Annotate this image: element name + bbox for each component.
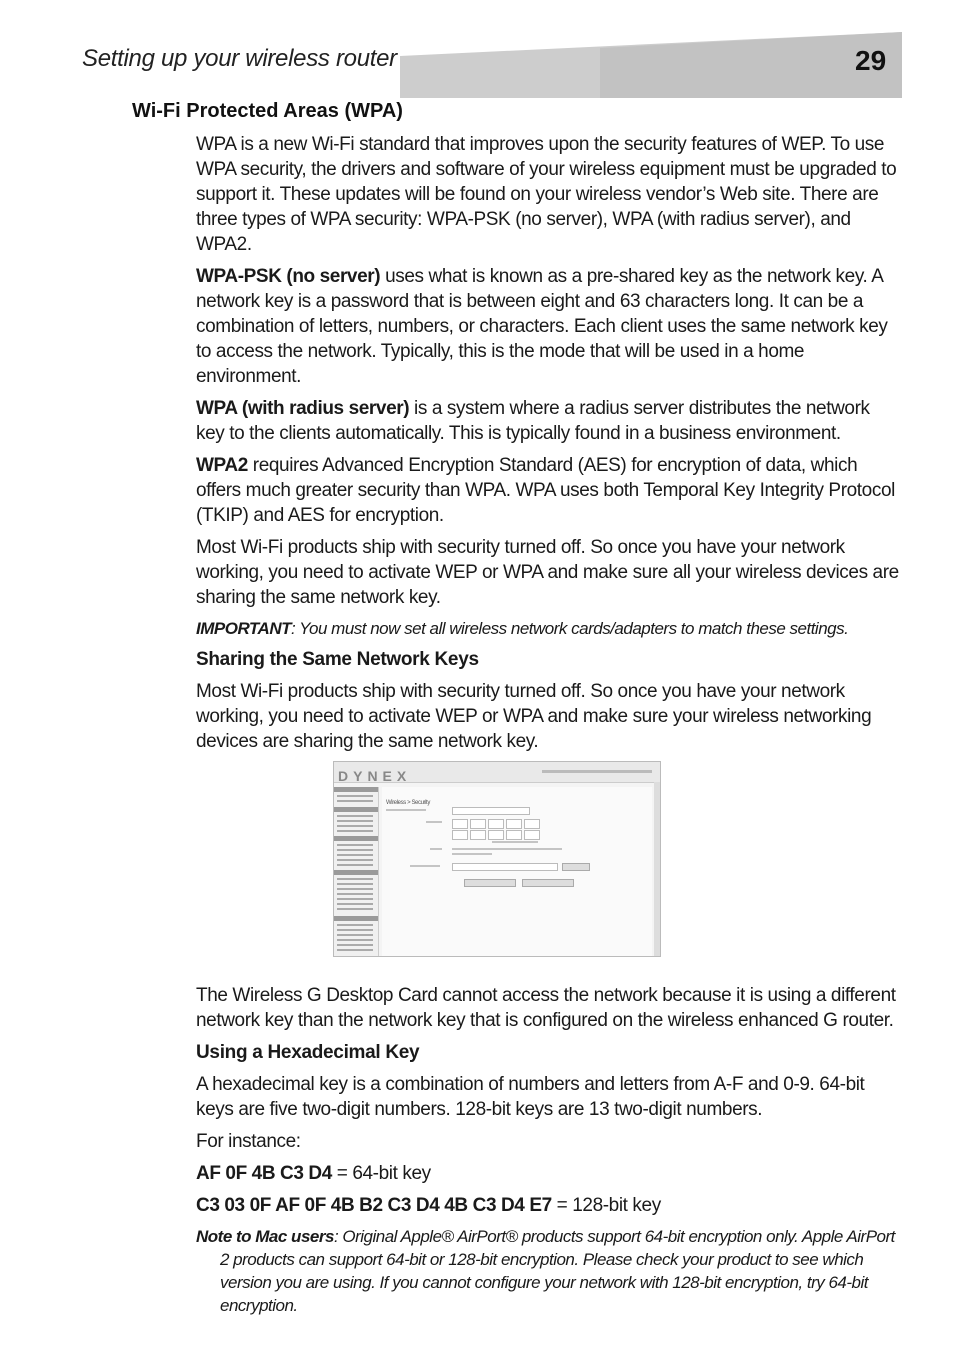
hex-heading: Using a Hexadecimal Key — [196, 1042, 420, 1063]
hex-example-64-text: = 64-bit key — [331, 1163, 431, 1184]
router-screenshot — [333, 761, 661, 957]
screenshot-sidebar — [334, 787, 379, 957]
screenshot-scrollbar — [654, 782, 660, 956]
hex-example-128-key: C3 03 0F AF 0F 4B B2 C3 D4 4B C3 D4 E7 — [196, 1195, 552, 1216]
wpa-radius-term: WPA (with radius server) — [196, 398, 410, 419]
wpa-radius-text: is a system where a radius server distributes the network key to the clients automatically. This is typically found in a business environment. — [196, 398, 870, 444]
screenshot-nav-links — [542, 770, 652, 773]
section-title: Wi-Fi Protected Areas (WPA) — [132, 100, 403, 122]
wpa-psk-term: WPA-PSK (no server) — [196, 266, 381, 287]
body-text — [196, 132, 900, 1324]
hex-example-64-key: AF 0F 4B C3 D4 — [196, 1163, 332, 1184]
for-instance: For instance: — [196, 1131, 301, 1152]
wpa2-paragraph — [196, 453, 900, 528]
after-screenshot-paragraph: The Wireless G Desktop Card cannot access the network because it is using a different network key than the network key that is configured on the wireless enhanced G router. — [196, 985, 896, 1031]
dynex-logo: DYNEX — [338, 768, 412, 784]
wpa-radius-paragraph — [196, 396, 900, 446]
important-note — [196, 617, 900, 640]
mac-users-note — [196, 1225, 900, 1317]
wpa2-term: WPA2 — [196, 455, 248, 476]
hex-example-128 — [196, 1193, 900, 1218]
most-products-paragraph: Most Wi-Fi products ship with security turned off. So once you have your network working, you need to activate WEP or WPA and make sure all your wireless devices are sharing the same network key. — [196, 537, 899, 608]
hex-example-64 — [196, 1161, 900, 1186]
screenshot-topbar — [334, 762, 660, 783]
mac-note-text: : Original Apple® AirPort® products support 64-bit encryption only. Apple AirPort 2 products can support 64-bit or 128-bit encryption. Please check your product to see which version you are using. If you cannot configure your network with 128-bit encryption, try 64-bit encryption. — [220, 1227, 895, 1315]
important-label: IMPORTANT — [196, 619, 291, 638]
important-text: : You must now set all wireless network cards/adapters to match these settings. — [290, 619, 849, 638]
mac-note-label: Note to Mac users — [196, 1227, 334, 1246]
sharing-paragraph: Most Wi-Fi products ship with security turned off. So once you have your network working, you need to activate WEP or WPA and make sure your wireless networking devices are sharing the same network key. — [196, 681, 872, 752]
screenshot-heading: Wireless > Security — [386, 800, 430, 806]
screenshot-main-panel — [382, 787, 652, 957]
wpa2-text: requires Advanced Encryption Standard (AES) for encryption of data, which offers much greater security than WPA. WPA uses both Temporal Key Integrity Protocol (TKIP) and AES for encryption. — [196, 455, 895, 526]
intro-paragraph: WPA is a new Wi-Fi standard that improves upon the security features of WEP. To use WPA security, the drivers and software of your wireless equipment must be upgraded to support it. These updates will be found on your wireless vendor’s Web site. There are three types of WPA security: WPA-PSK (no server), WPA (with radius server), and WPA2. — [196, 134, 897, 255]
hex-example-128-text: = 128-bit key — [551, 1195, 661, 1216]
sharing-heading: Sharing the Same Network Keys — [196, 649, 479, 670]
wpa-psk-paragraph — [196, 264, 900, 389]
wpa-psk-text: uses what is known as a pre-shared key as the network key. A network key is a password that is between eight and 63 characters long. It can be a combination of letters, numbers, or characters. Each client uses the same network key to access the network. Typically, this is the mode that will be used in a home environment. — [196, 266, 888, 387]
page-number: 29 — [855, 45, 887, 76]
hex-paragraph: A hexadecimal key is a combination of numbers and letters from A-F and 0-9. 64-bit keys are five two-digit numbers. 128-bit keys are 13 two-digit numbers. — [196, 1074, 865, 1120]
header-title: Setting up your wireless router — [82, 45, 397, 72]
router-screenshot-area — [196, 761, 900, 975]
